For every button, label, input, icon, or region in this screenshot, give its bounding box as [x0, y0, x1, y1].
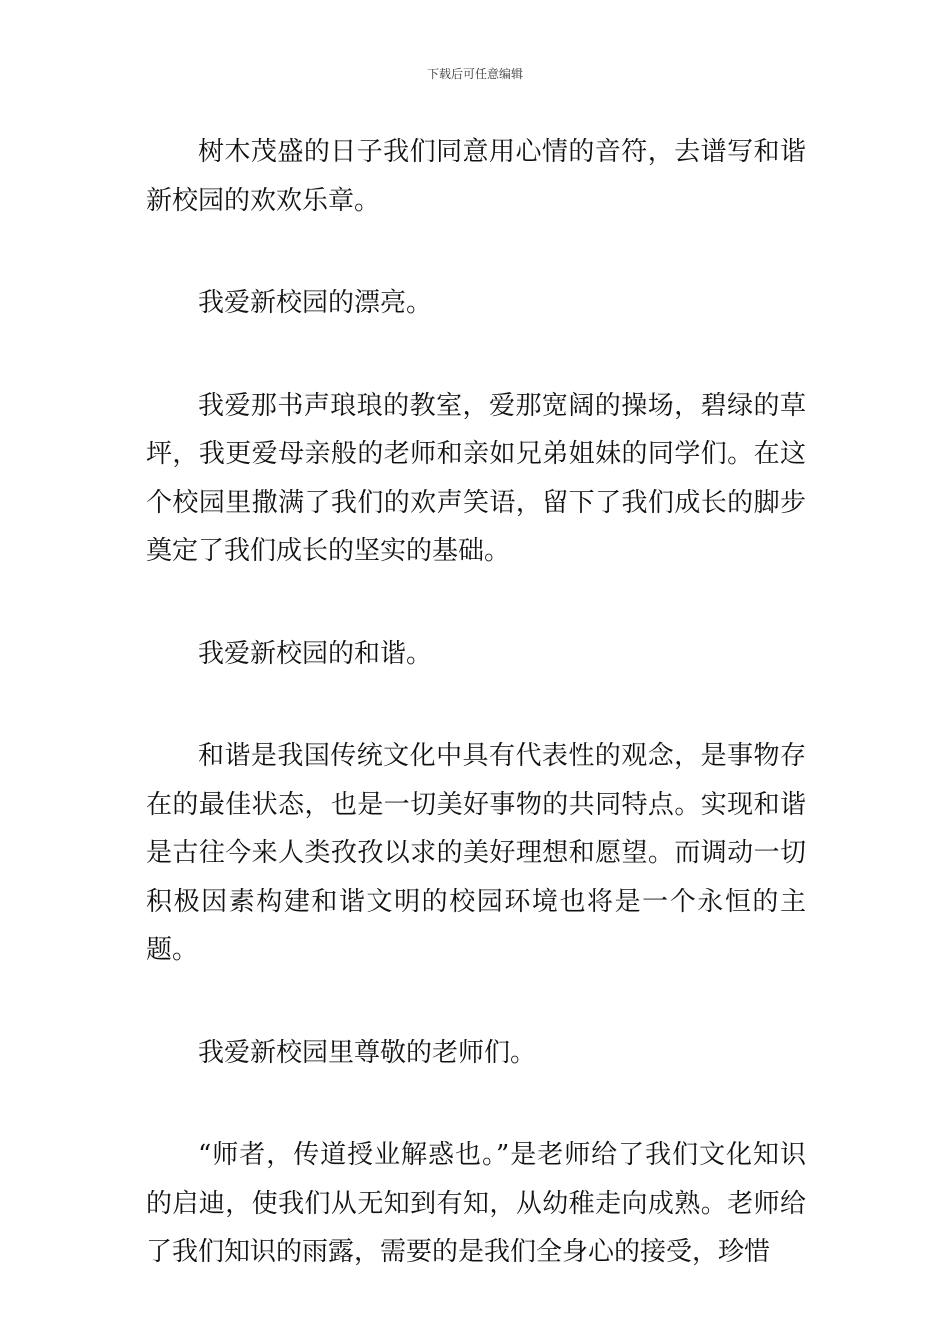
paragraph-intro: 树木茂盛的日子我们同意用心情的音符，去谱写和谐新校园的欢欢乐章。 — [146, 137, 806, 216]
paragraph-campus: 我爱那书声琅琅的教室，爱那宽阔的操场，碧绿的草坪，我更爱母亲般的老师和亲如兄弟姐妹的同学们。在这个校园里撒满了我们的欢声笑语，留下了我们成长的脚步奠定了我们成长的坚实的基础。 — [146, 390, 806, 566]
paragraph-teachers: “师者，传道授业解惑也。”是老师给了我们文化知识的启迪，使我们从无知到有知，从幼稚走向成熟。老师给了我们知识的雨露，需要的是我们全身心的接受，珍惜 — [146, 1140, 806, 1267]
paragraph-harmony: 和谐是我国传统文化中具有代表性的观念，是事物存在的最佳状态，也是一切美好事物的共同特点。实现和谐是古往今来人类孜孜以求的美好理想和愿望。而调动一切积极因素构建和谐文明的校园环境也将是一个永恒的主题。 — [146, 741, 806, 965]
document-body — [146, 128, 806, 1331]
page-header: 下载后可任意编辑 — [426, 67, 523, 81]
paragraph-heading-harmony: 我爱新校园的和谐。 — [198, 638, 433, 669]
paragraph-heading-teachers: 我爱新校园里尊敬的老师们。 — [198, 1037, 537, 1068]
paragraph-heading-beauty: 我爱新校园的漂亮。 — [198, 288, 433, 318]
